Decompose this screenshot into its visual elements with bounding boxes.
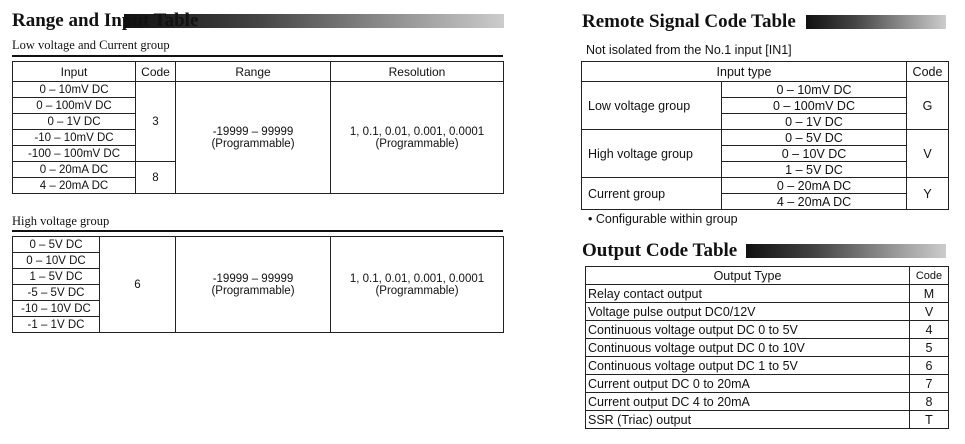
group-name: High voltage group	[582, 130, 722, 178]
input-cell: 4 – 20mA DC	[13, 178, 136, 194]
group-name: Current group	[582, 178, 722, 210]
group-name: Low voltage group	[582, 82, 722, 130]
resolution-note: (Programmable)	[375, 137, 459, 150]
code-cell: 7	[910, 375, 949, 393]
output-type-cell: Relay contact output	[586, 285, 910, 303]
input-type-cell: 0 – 100mV DC	[722, 98, 907, 114]
code-cell: 6	[910, 357, 949, 375]
input-type-cell: 1 – 5V DC	[722, 162, 907, 178]
header-input: Input	[13, 62, 136, 82]
remote-signal-table	[581, 61, 949, 210]
input-cell: -100 – 100mV DC	[13, 146, 136, 162]
header-code: Code	[136, 62, 176, 82]
input-type-cell: 0 – 10V DC	[722, 146, 907, 162]
header-resolution: Resolution	[331, 62, 504, 82]
header-code: Code	[907, 62, 949, 82]
input-cell: 0 – 100mV DC	[13, 98, 136, 114]
input-cell: -10 – 10mV DC	[13, 130, 136, 146]
high-group-label: High voltage group	[12, 214, 110, 228]
input-cell: 0 – 10V DC	[13, 253, 100, 269]
code-cell: M	[910, 285, 949, 303]
header-output-type: Output Type	[586, 267, 910, 285]
output-type-cell: Current output DC 0 to 20mA	[586, 375, 910, 393]
code-cell: G	[907, 82, 949, 130]
code-cell: 5	[910, 339, 949, 357]
range-value: -19999 – 99999	[212, 272, 294, 285]
section-rule	[12, 230, 503, 232]
input-type-cell: 0 – 10mV DC	[722, 82, 907, 98]
input-cell: -5 – 5V DC	[13, 285, 100, 301]
range-cell	[176, 82, 331, 194]
code-cell: V	[910, 303, 949, 321]
resolution-cell	[331, 237, 504, 333]
output-code-table	[585, 266, 949, 429]
resolution-value: 1, 0.1, 0.01, 0.001, 0.0001	[349, 125, 485, 138]
input-type-cell: 0 – 1V DC	[722, 114, 907, 130]
output-type-cell: Voltage pulse output DC0/12V	[586, 303, 910, 321]
code-cell: V	[907, 130, 949, 178]
code-cell: 8	[136, 162, 176, 194]
resolution-note: (Programmable)	[375, 284, 459, 297]
section-rule	[12, 55, 503, 57]
range-value: -19999 – 99999	[212, 125, 294, 138]
low-group-label: Low voltage and Current group	[12, 38, 170, 52]
input-type-cell: 4 – 20mA DC	[722, 194, 907, 210]
output-type-cell: Current output DC 4 to 20mA	[586, 393, 910, 411]
range-note: (Programmable)	[211, 137, 295, 150]
code-cell: 4	[910, 321, 949, 339]
remote-table-title: Remote Signal Code Table	[582, 11, 796, 32]
input-cell: 0 – 5V DC	[13, 237, 100, 253]
title-bar-decoration	[806, 15, 946, 29]
input-cell: 0 – 20mA DC	[13, 162, 136, 178]
input-cell: -1 – 1V DC	[13, 317, 100, 333]
resolution-cell	[331, 82, 504, 194]
header-input-type: Input type	[582, 62, 907, 82]
code-cell: T	[910, 411, 949, 429]
output-table-title: Output Code Table	[582, 240, 738, 261]
range-table-low	[12, 61, 504, 194]
output-type-cell: Continuous voltage output DC 0 to 5V	[586, 321, 910, 339]
title-bar-decoration	[746, 244, 946, 258]
resolution-value: 1, 0.1, 0.01, 0.001, 0.0001	[349, 272, 485, 285]
code-cell: Y	[907, 178, 949, 210]
code-cell: 8	[910, 393, 949, 411]
header-range: Range	[176, 62, 331, 82]
input-type-cell: 0 – 5V DC	[722, 130, 907, 146]
range-note: (Programmable)	[211, 284, 295, 297]
range-table-high	[12, 236, 504, 333]
remote-table-note: Not isolated from the No.1 input [IN1]	[586, 43, 792, 57]
header-code: Code	[910, 267, 949, 285]
range-cell	[176, 237, 331, 333]
remote-table-footnote: • Configurable within group	[588, 212, 738, 226]
input-cell: -10 – 10V DC	[13, 301, 100, 317]
output-type-cell: SSR (Triac) output	[586, 411, 910, 429]
code-cell: 3	[136, 82, 176, 162]
input-cell: 0 – 1V DC	[13, 114, 136, 130]
output-type-cell: Continuous voltage output DC 1 to 5V	[586, 357, 910, 375]
code-cell: 6	[100, 237, 176, 333]
output-type-cell: Continuous voltage output DC 0 to 10V	[586, 339, 910, 357]
range-table-title: Range and Input Table	[12, 10, 199, 31]
input-type-cell: 0 – 20mA DC	[722, 178, 907, 194]
input-cell: 0 – 10mV DC	[13, 82, 136, 98]
input-cell: 1 – 5V DC	[13, 269, 100, 285]
